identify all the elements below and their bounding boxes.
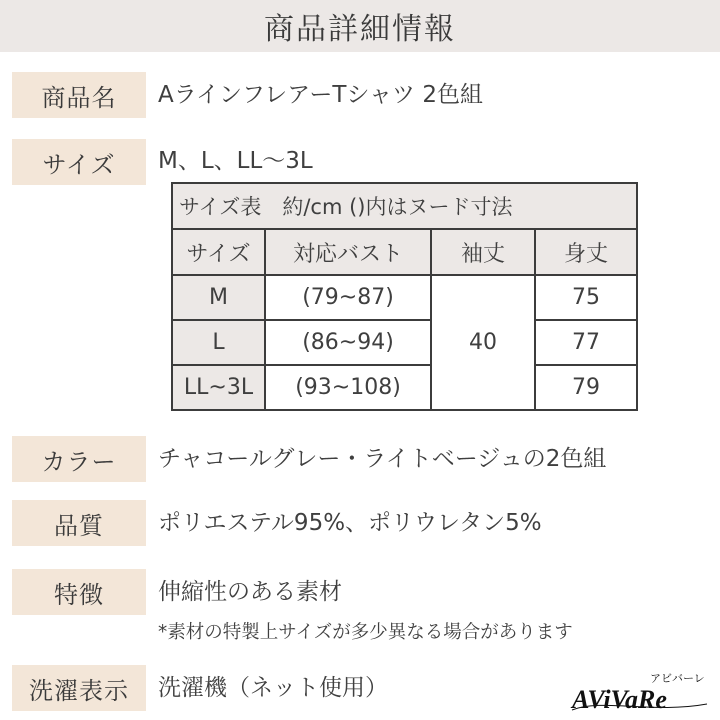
length-cell: 77 [535, 320, 637, 365]
label-care: 洗濯表示 [12, 665, 146, 711]
size-table-header-length: 身丈 [535, 229, 637, 275]
logo-main-text: AViVaRe [572, 685, 667, 714]
page-title: 商品詳細情報 [0, 0, 720, 52]
label-product-name: 商品名 [12, 72, 146, 118]
table-row [172, 275, 637, 320]
value-product-name: AラインフレアーTシャツ 2色組 [158, 82, 483, 108]
size-table-header-size: サイズ [172, 229, 265, 275]
length-cell: 79 [535, 365, 637, 410]
bust-cell: (86~94) [265, 320, 431, 365]
size-cell: L [172, 320, 265, 365]
logo-small-text: アビバーレ [650, 673, 705, 685]
size-table-header-bust: 対応バスト [265, 229, 431, 275]
bust-cell: (93~108) [265, 365, 431, 410]
value-material: ポリエステル95%、ポリウレタン5% [158, 510, 542, 536]
avivare-logo [562, 668, 712, 714]
size-cell: M [172, 275, 265, 320]
value-color: チャコールグレー・ライトベージュの2色組 [158, 446, 607, 472]
bust-cell: (79~87) [265, 275, 431, 320]
label-feature: 特徴 [12, 569, 146, 615]
label-color: カラー [12, 436, 146, 482]
size-table [171, 182, 638, 411]
value-size: M、L、LL〜3L [158, 148, 313, 174]
sleeve-cell: 40 [431, 275, 535, 410]
feature-note: *素材の特製上サイズが多少異なる場合があります [158, 622, 573, 643]
value-feature: 伸縮性のある素材 [158, 579, 342, 605]
table-row [172, 320, 637, 365]
size-cell: LL~3L [172, 365, 265, 410]
table-row [172, 365, 637, 410]
value-care: 洗濯機（ネット使用） [158, 675, 388, 701]
label-material: 品質 [12, 500, 146, 546]
size-table-caption: サイズ表 約/cm ()内はヌード寸法 [172, 183, 637, 229]
length-cell: 75 [535, 275, 637, 320]
label-size: サイズ [12, 139, 146, 185]
size-table-header-sleeve: 袖丈 [431, 229, 535, 275]
